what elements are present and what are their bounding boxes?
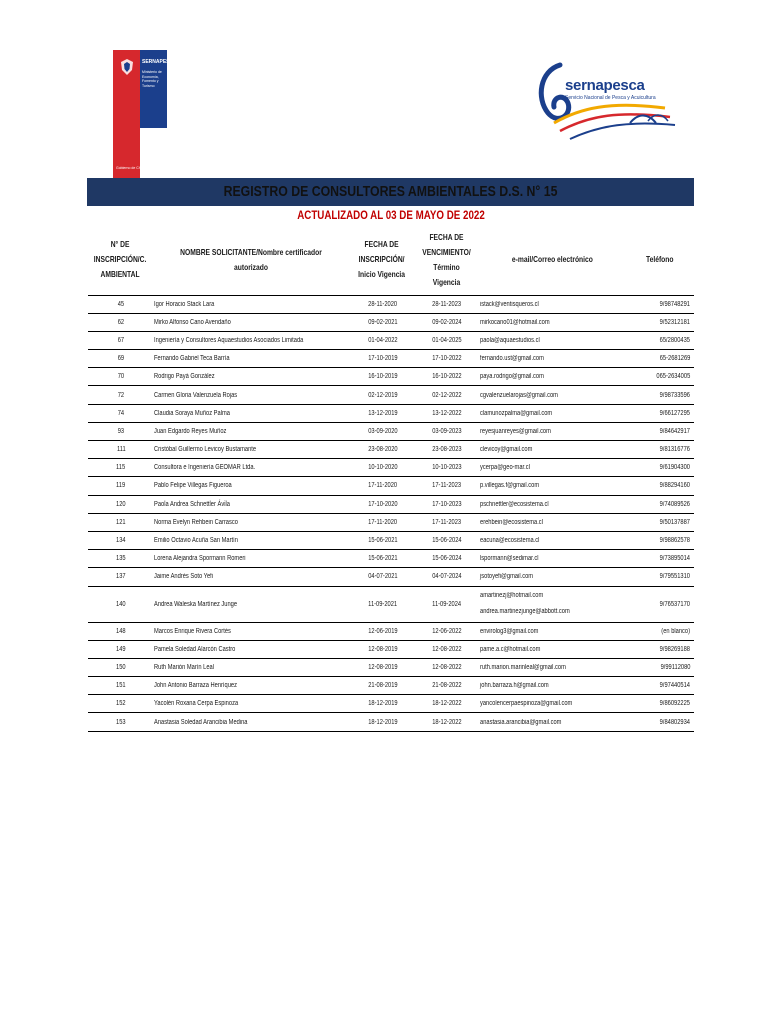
cell-phone: 9/84802934 xyxy=(626,713,694,731)
col-header-num: N° DE INSCRIPCIÓN/C. AMBIENTAL xyxy=(88,225,152,295)
cell-name: Paola Andrea Schnettler Ávila xyxy=(152,495,350,513)
table-row xyxy=(88,622,694,640)
cell-start-date: 15-06-2021 xyxy=(350,531,414,549)
table-header-row xyxy=(88,225,694,295)
cell-end-date: 03-09-2023 xyxy=(414,422,478,440)
cell-name: Emilio Octavio Acuña San Martín xyxy=(152,531,350,549)
cell-name: Ingeniería y Consultores Aquaestudios Asociados Limitada xyxy=(152,331,350,349)
cell-num: 74 xyxy=(88,404,152,422)
cell-name: Cristóbal Guillermo Levicoy Bustamante xyxy=(152,441,350,459)
cell-start-date: 28-11-2020 xyxy=(350,295,414,313)
cell-num: 151 xyxy=(88,677,152,695)
cell-email[interactable]: paola@aquaestudios.cl xyxy=(478,331,626,349)
cell-end-date: 18-12-2022 xyxy=(414,713,478,731)
cell-name: Andrea Waleska Martínez Junge xyxy=(152,586,350,622)
cell-email[interactable]: envirolog3@gmail.com xyxy=(478,622,626,640)
cell-end-date: 17-10-2022 xyxy=(414,350,478,368)
cell-email[interactable]: fernando.ust@gmail.com xyxy=(478,350,626,368)
cell-num: 62 xyxy=(88,313,152,331)
cell-start-date: 09-02-2021 xyxy=(350,313,414,331)
update-date: ACTUALIZADO AL 03 DE MAYO DE 2022 xyxy=(297,210,485,222)
table-row xyxy=(88,295,694,313)
cell-phone: 9/81316776 xyxy=(626,441,694,459)
cell-num: 93 xyxy=(88,422,152,440)
cell-phone: 9/98269188 xyxy=(626,640,694,658)
cell-phone: 9/74089526 xyxy=(626,495,694,513)
right-logo-subtitle: Servicio Nacional de Pesca y Acuicultura xyxy=(565,95,656,101)
cell-start-date: 21-08-2019 xyxy=(350,677,414,695)
cell-email[interactable] xyxy=(478,586,626,622)
cell-phone: 9/86092225 xyxy=(626,695,694,713)
sernapesca-gov-logo xyxy=(113,50,177,178)
cell-name: John Antonio Barraza Henríquez xyxy=(152,677,350,695)
cell-phone: 9/52312181 xyxy=(626,313,694,331)
col-header-email: e-mail/Correo electrónico xyxy=(478,225,626,295)
cell-end-date: 17-10-2023 xyxy=(414,495,478,513)
cell-email[interactable]: pame.a.c@hotmail.com xyxy=(478,640,626,658)
table-row xyxy=(88,640,694,658)
cell-end-date: 15-06-2024 xyxy=(414,531,478,549)
cell-email[interactable]: lspormann@sedimar.cl xyxy=(478,550,626,568)
cell-end-date: 02-12-2022 xyxy=(414,386,478,404)
cell-name: Lorena Alejandra Spormann Romeri xyxy=(152,550,350,568)
cell-phone: 9/61904300 xyxy=(626,459,694,477)
cell-start-date: 17-11-2020 xyxy=(350,513,414,531)
cell-start-date: 12-08-2019 xyxy=(350,640,414,658)
cell-name: Marcos Enrique Rivera Cortés xyxy=(152,622,350,640)
cell-name: Mirko Alfonso Cano Avendaño xyxy=(152,313,350,331)
cell-phone: 9/73895014 xyxy=(626,550,694,568)
cell-phone: 9/50137887 xyxy=(626,513,694,531)
table-row xyxy=(88,331,694,349)
cell-phone: 9/84642917 xyxy=(626,422,694,440)
table-row xyxy=(88,586,694,622)
cell-num: 153 xyxy=(88,713,152,731)
cell-end-date: 12-06-2022 xyxy=(414,622,478,640)
cell-phone: 65/2800435 xyxy=(626,331,694,349)
cell-start-date: 17-10-2019 xyxy=(350,350,414,368)
left-logo-ministry: Ministerio de Economía, Fomento y Turismo xyxy=(142,70,162,88)
cell-end-date: 01-04-2025 xyxy=(414,331,478,349)
cell-email[interactable]: reyesjuanreyes@gmail.com xyxy=(478,422,626,440)
cell-name: Norma Evelyn Rehbein Carrasco xyxy=(152,513,350,531)
cell-name: Igor Horacio Stack Lara xyxy=(152,295,350,313)
cell-end-date: 28-11-2023 xyxy=(414,295,478,313)
cell-num: 149 xyxy=(88,640,152,658)
table-row xyxy=(88,386,694,404)
cell-end-date: 12-08-2022 xyxy=(414,658,478,676)
cell-end-date: 10-10-2023 xyxy=(414,459,478,477)
cell-num: 140 xyxy=(88,586,152,622)
cell-email[interactable]: ycerpa@geo-mar.cl xyxy=(478,459,626,477)
cell-num: 115 xyxy=(88,459,152,477)
right-logo-brand: sernapesca xyxy=(565,77,645,94)
cell-start-date: 17-10-2020 xyxy=(350,495,414,513)
cell-start-date: 17-11-2020 xyxy=(350,477,414,495)
cell-email[interactable]: erehbein@ecosistema.cl xyxy=(478,513,626,531)
cell-num: 134 xyxy=(88,531,152,549)
cell-phone: 9/99112080 xyxy=(626,658,694,676)
cell-name: Ruth Marión Marín Leal xyxy=(152,658,350,676)
left-logo-government: Gobierno de Chile xyxy=(116,166,145,170)
cell-phone: (en blanco) xyxy=(626,622,694,640)
col-header-name: NOMBRE SOLICITANTE/Nombre certificador autorizado xyxy=(152,225,350,295)
cell-num: 111 xyxy=(88,441,152,459)
cell-phone: 065-2634005 xyxy=(626,368,694,386)
cell-start-date: 12-06-2019 xyxy=(350,622,414,640)
cell-phone: 9/98748291 xyxy=(626,295,694,313)
cell-num: 70 xyxy=(88,368,152,386)
cell-start-date: 04-07-2021 xyxy=(350,568,414,586)
cell-num: 120 xyxy=(88,495,152,513)
cell-end-date: 16-10-2022 xyxy=(414,368,478,386)
table-row xyxy=(88,313,694,331)
cell-name: Yacolén Roxana Cerpa Espinoza xyxy=(152,695,350,713)
cell-num: 45 xyxy=(88,295,152,313)
col-header-phone: Teléfono xyxy=(626,225,694,295)
cell-start-date: 01-04-2022 xyxy=(350,331,414,349)
cell-phone: 9/88294160 xyxy=(626,477,694,495)
cell-name: Juan Edgardo Reyes Muñoz xyxy=(152,422,350,440)
table-row xyxy=(88,568,694,586)
table-row xyxy=(88,513,694,531)
cell-phone: 9/66127295 xyxy=(626,404,694,422)
table-row xyxy=(88,477,694,495)
cell-end-date: 17-11-2023 xyxy=(414,477,478,495)
table-row xyxy=(88,658,694,676)
cell-email[interactable]: jsotoyefi@gmail.com xyxy=(478,568,626,586)
table-row xyxy=(88,695,694,713)
cell-name: Rodrigo Payá González xyxy=(152,368,350,386)
col-header-end: FECHA DE VENCIMIENTO/ Término Vigencia xyxy=(414,225,478,295)
cell-email[interactable]: john.barraza.h@gmail.com xyxy=(478,677,626,695)
cell-num: 67 xyxy=(88,331,152,349)
cell-end-date: 17-11-2023 xyxy=(414,513,478,531)
page-title: REGISTRO DE CONSULTORES AMBIENTALES D.S. N° 15 xyxy=(223,183,558,200)
cell-name: Claudia Soraya Muñoz Palma xyxy=(152,404,350,422)
table-row xyxy=(88,550,694,568)
cell-num: 119 xyxy=(88,477,152,495)
cell-start-date: 18-12-2019 xyxy=(350,713,414,731)
cell-end-date: 21-08-2022 xyxy=(414,677,478,695)
cell-end-date: 23-08-2023 xyxy=(414,441,478,459)
cell-phone: 9/76537170 xyxy=(626,586,694,622)
cell-phone: 9/98733596 xyxy=(626,386,694,404)
cell-end-date: 09-02-2024 xyxy=(414,313,478,331)
cell-num: 150 xyxy=(88,658,152,676)
table-row xyxy=(88,404,694,422)
table-row xyxy=(88,441,694,459)
cell-start-date: 11-09-2021 xyxy=(350,586,414,622)
cell-num: 152 xyxy=(88,695,152,713)
table-row xyxy=(88,368,694,386)
cell-start-date: 15-06-2021 xyxy=(350,550,414,568)
cell-start-date: 12-08-2019 xyxy=(350,658,414,676)
cell-email[interactable]: mirkocano01@hotmail.com xyxy=(478,313,626,331)
coat-of-arms-icon xyxy=(119,58,135,76)
table-row xyxy=(88,422,694,440)
cell-email[interactable]: eacuna@ecosistema.cl xyxy=(478,531,626,549)
cell-start-date: 18-12-2019 xyxy=(350,695,414,713)
cell-start-date: 13-12-2019 xyxy=(350,404,414,422)
cell-num: 135 xyxy=(88,550,152,568)
cell-name: Consultora e Ingeniería GEOMAR Ltda. xyxy=(152,459,350,477)
cell-name: Jaime Andrés Soto Yefi xyxy=(152,568,350,586)
consultants-table xyxy=(88,225,694,732)
cell-end-date: 18-12-2022 xyxy=(414,695,478,713)
cell-start-date: 23-08-2020 xyxy=(350,441,414,459)
cell-name: Pablo Felipe Villegas Figueroa xyxy=(152,477,350,495)
cell-end-date: 15-06-2024 xyxy=(414,550,478,568)
table-row xyxy=(88,459,694,477)
cell-name: Carmen Gloria Valenzuela Rojas xyxy=(152,386,350,404)
email-link[interactable]: amartinezj@hotmail.com xyxy=(480,592,544,599)
cell-email[interactable]: pschnettler@ecosistema.cl xyxy=(478,495,626,513)
cell-end-date: 11-09-2024 xyxy=(414,586,478,622)
cell-name: Anastasia Soledad Arancibia Medina xyxy=(152,713,350,731)
email-link[interactable]: andrea.martinezjunge@abbott.com xyxy=(480,608,570,615)
cell-start-date: 03-09-2020 xyxy=(350,422,414,440)
table-row xyxy=(88,713,694,731)
cell-phone: 65-2681269 xyxy=(626,350,694,368)
cell-email[interactable]: istack@ventisqueros.cl xyxy=(478,295,626,313)
cell-email[interactable]: clevicoy@gmail.com xyxy=(478,441,626,459)
cell-email[interactable]: anastasia.arancibia@gmail.com xyxy=(478,713,626,731)
cell-email[interactable]: p.villegas.f@gmail.com xyxy=(478,477,626,495)
cell-email[interactable]: yancolencerpaespinoza@gmail.com xyxy=(478,695,626,713)
cell-num: 69 xyxy=(88,350,152,368)
sernapesca-brand-logo xyxy=(530,53,680,148)
cell-num: 148 xyxy=(88,622,152,640)
cell-email[interactable]: ruth.marion.marinleal@gmail.com xyxy=(478,658,626,676)
cell-num: 121 xyxy=(88,513,152,531)
cell-start-date: 02-12-2019 xyxy=(350,386,414,404)
cell-phone: 9/98862578 xyxy=(626,531,694,549)
cell-end-date: 04-07-2024 xyxy=(414,568,478,586)
cell-email[interactable]: clamunozpalma@gmail.com xyxy=(478,404,626,422)
cell-email[interactable]: cgvalenzuelarojas@gmail.com xyxy=(478,386,626,404)
cell-email[interactable]: paya.rodrigo@gmail.com xyxy=(478,368,626,386)
cell-phone: 9/97440514 xyxy=(626,677,694,695)
cell-end-date: 13-12-2022 xyxy=(414,404,478,422)
cell-num: 137 xyxy=(88,568,152,586)
table-row xyxy=(88,677,694,695)
cell-num: 72 xyxy=(88,386,152,404)
cell-start-date: 16-10-2019 xyxy=(350,368,414,386)
table-row xyxy=(88,350,694,368)
cell-start-date: 10-10-2020 xyxy=(350,459,414,477)
col-header-start: FECHA DE INSCRIPCIÓN/ Inicio Vigencia xyxy=(350,225,414,295)
cell-end-date: 12-08-2022 xyxy=(414,640,478,658)
cell-name: Fernando Gabriel Teca Barría xyxy=(152,350,350,368)
cell-phone: 9/79551310 xyxy=(626,568,694,586)
table-row xyxy=(88,531,694,549)
cell-name: Pamela Soledad Alarcón Castro xyxy=(152,640,350,658)
table-row xyxy=(88,495,694,513)
title-bar xyxy=(87,178,694,206)
left-logo-brand: SERNAPESCA xyxy=(142,59,177,65)
